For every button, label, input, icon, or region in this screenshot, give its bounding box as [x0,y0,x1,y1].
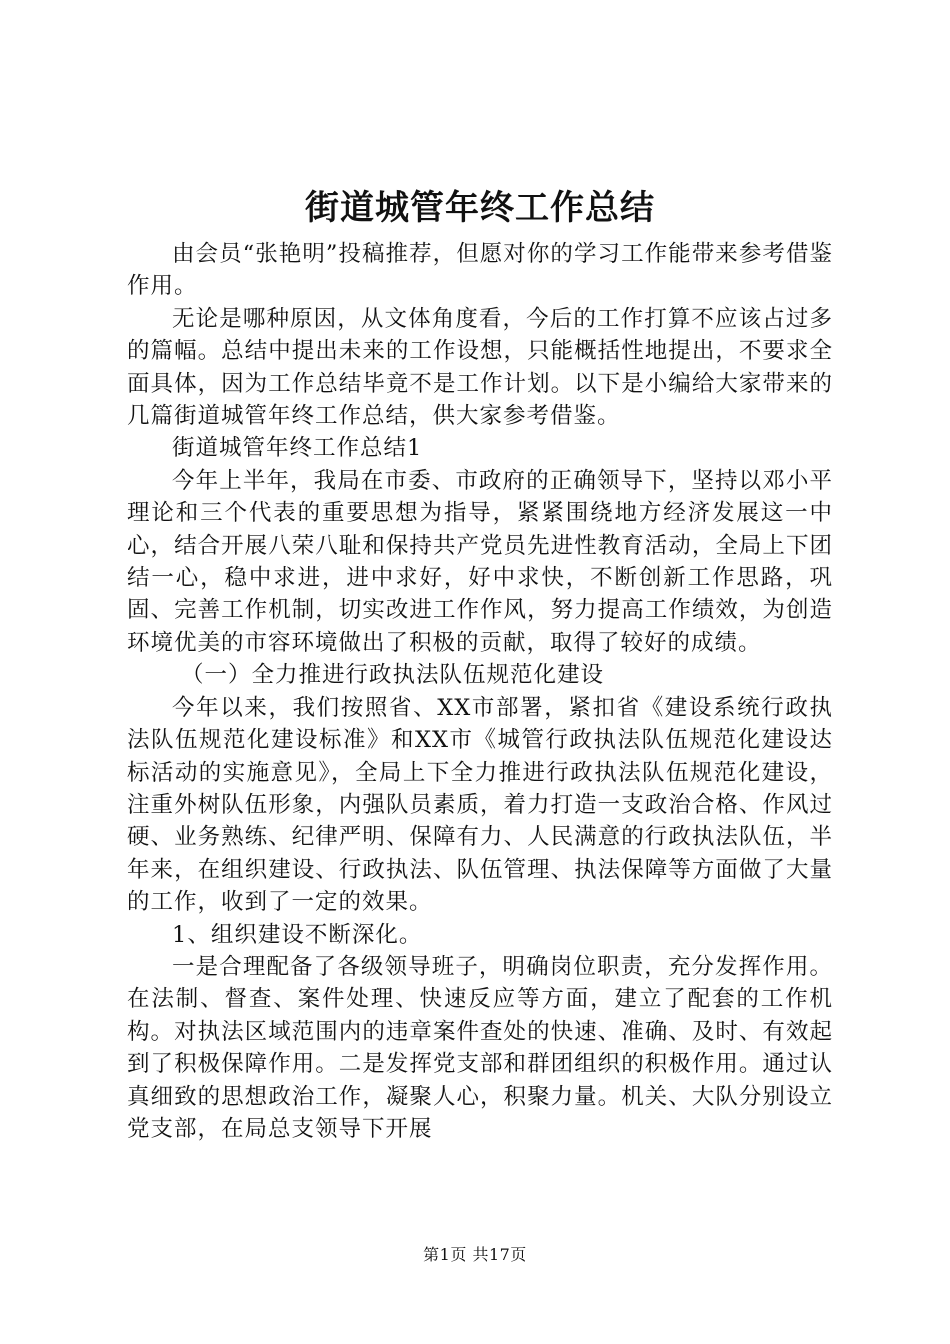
paragraph-team-building: 今年以来，我们按照省、XX市部署，紧扣省《建设系统行政执法队伍规范化建设标准》和XX市《城管行政执法队伍规范化建设达标活动的实施意见》，全局上下全力推进行政执法队伍规范化建设，注重外树队伍形象，内强队员素质，着力打造一支政治合格、作风过硬、业务熟练、纪律严明、保障有力、人民满意的行政执法队伍，半年来，在组织建设、行政执法、队伍管理、执法保障等方面做了大量的工作，收到了一定的效果。 [127,694,833,916]
document-body [127,238,833,1145]
paragraph-organization: 一是合理配备了各级领导班子，明确岗位职责，充分发挥作用。在法制、督查、案件处理、快速反应等方面，建立了配套的工作机构。对执法区域范围内的违章案件查处的快速、准确、及时、有效起到了积极保障作用。二是发挥党支部和群团组织的积极作用。通过认真细致的思想政治工作，凝聚人心，积聚力量。机关、大队分别设立党支部，在局总支领导下开展 [127,953,833,1142]
paragraph-preface: 无论是哪种原因，从文体角度看，今后的工作打算不应该占过多的篇幅。总结中提出未来的工作设想，只能概括性地提出，不要求全面具体，因为工作总结毕竟不是工作计划。以下是小编给大家带来的几篇街道城管年终工作总结，供大家参考借鉴。 [127,305,833,430]
subsection-heading: （一）全力推进行政执法队伍规范化建设 [181,662,605,689]
paragraph-intro: 由会员“张艳明”投稿推荐，但愿对你的学习工作能带来参考借鉴作用。 [127,241,833,300]
page-number-footer: 第1页 共17页 [423,1245,527,1264]
section-heading: 街道城管年终工作总结1 [172,435,423,462]
document-page [127,0,833,1344]
page-title: 街道城管年终工作总结 [305,188,655,228]
item-heading: 1、组织建设不断深化。 [172,921,423,948]
paragraph-overview: 今年上半年，我局在市委、市政府的正确领导下，坚持以邓小平理论和三个代表的重要思想为指导，紧紧围绕地方经济发展这一中心，结合开展八荣八耻和保持共产党员先进性教育活动，全局上下团结一心，稳中求进，进中求好，好中求快，不断创新工作思路，巩固、完善工作机制，切实改进工作作风，努力提高工作绩效，为创造环境优美的市容环境做出了积极的贡献，取得了较好的成绩。 [127,467,833,656]
